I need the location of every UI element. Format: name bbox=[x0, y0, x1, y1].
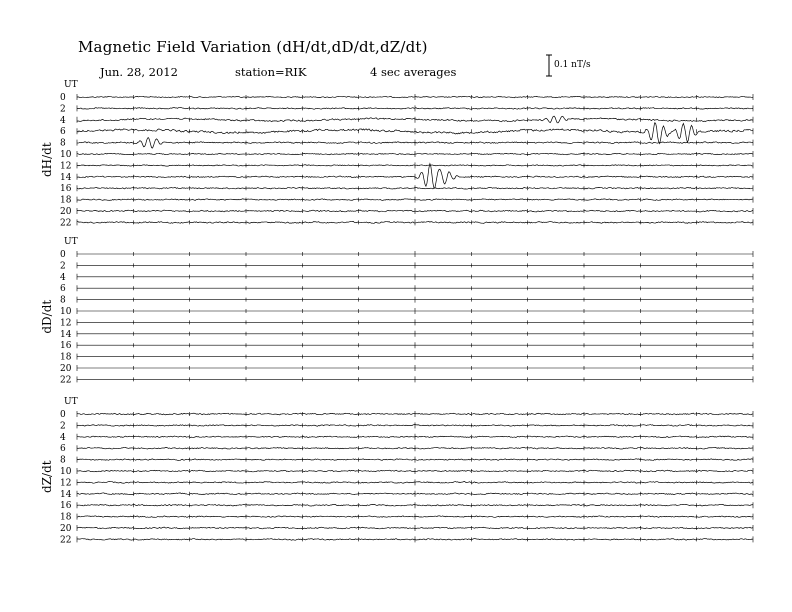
row-label-20: 20 bbox=[60, 524, 72, 534]
chart-title: Magnetic Field Variation (dH/dt,dD/dt,dZ/dt) bbox=[78, 38, 428, 56]
row-label-12: 12 bbox=[60, 161, 72, 172]
row-label-0: 0 bbox=[60, 250, 66, 260]
row-label-4: 4 bbox=[60, 115, 66, 126]
row-label-16: 16 bbox=[60, 184, 72, 195]
row-label-12: 12 bbox=[60, 478, 72, 489]
row-label-8: 8 bbox=[60, 455, 66, 466]
row-label-20: 20 bbox=[60, 364, 72, 374]
row-label-2: 2 bbox=[60, 261, 66, 272]
averaging-label: 4 sec averages bbox=[370, 65, 457, 79]
row-label-18: 18 bbox=[60, 195, 72, 206]
row-label-16: 16 bbox=[60, 341, 72, 352]
row-label-0: 0 bbox=[60, 93, 66, 103]
row-label-8: 8 bbox=[60, 295, 66, 306]
scale-bar bbox=[546, 55, 552, 76]
station-label: station=RIK bbox=[235, 65, 307, 79]
row-label-22: 22 bbox=[60, 218, 72, 229]
row-label-12: 12 bbox=[60, 318, 72, 329]
row-label-22: 22 bbox=[60, 375, 72, 386]
scale-label: 0.1 nT/s bbox=[554, 60, 591, 70]
row-label-10: 10 bbox=[60, 150, 72, 160]
row-label-6: 6 bbox=[60, 444, 66, 455]
row-label-4: 4 bbox=[60, 272, 66, 283]
ut-axis-label: UT bbox=[64, 397, 78, 407]
row-label-18: 18 bbox=[60, 512, 72, 523]
row-label-2: 2 bbox=[60, 421, 66, 432]
row-label-6: 6 bbox=[60, 284, 66, 295]
date-label: Jun. 28, 2012 bbox=[100, 65, 178, 79]
panel-ylabel: dH/dt bbox=[40, 142, 54, 178]
row-label-2: 2 bbox=[60, 104, 66, 115]
row-label-10: 10 bbox=[60, 307, 72, 317]
row-label-10: 10 bbox=[60, 467, 72, 477]
row-label-14: 14 bbox=[60, 329, 72, 340]
row-label-8: 8 bbox=[60, 138, 66, 149]
row-label-16: 16 bbox=[60, 501, 72, 512]
row-label-6: 6 bbox=[60, 127, 66, 138]
row-label-22: 22 bbox=[60, 535, 72, 546]
row-label-14: 14 bbox=[60, 489, 72, 500]
panel-ylabel: dZ/dt bbox=[40, 460, 54, 493]
row-label-0: 0 bbox=[60, 410, 66, 420]
row-label-20: 20 bbox=[60, 207, 72, 217]
panel-dh-dt bbox=[40, 80, 753, 228]
row-label-14: 14 bbox=[60, 172, 72, 183]
ut-axis-label: UT bbox=[64, 237, 78, 247]
ut-axis-label: UT bbox=[64, 80, 78, 90]
row-label-18: 18 bbox=[60, 352, 72, 363]
row-label-4: 4 bbox=[60, 432, 66, 443]
panel-ylabel: dD/dt bbox=[40, 299, 54, 334]
panel-dd-dt bbox=[40, 237, 753, 385]
panel-dz-dt bbox=[40, 397, 753, 545]
